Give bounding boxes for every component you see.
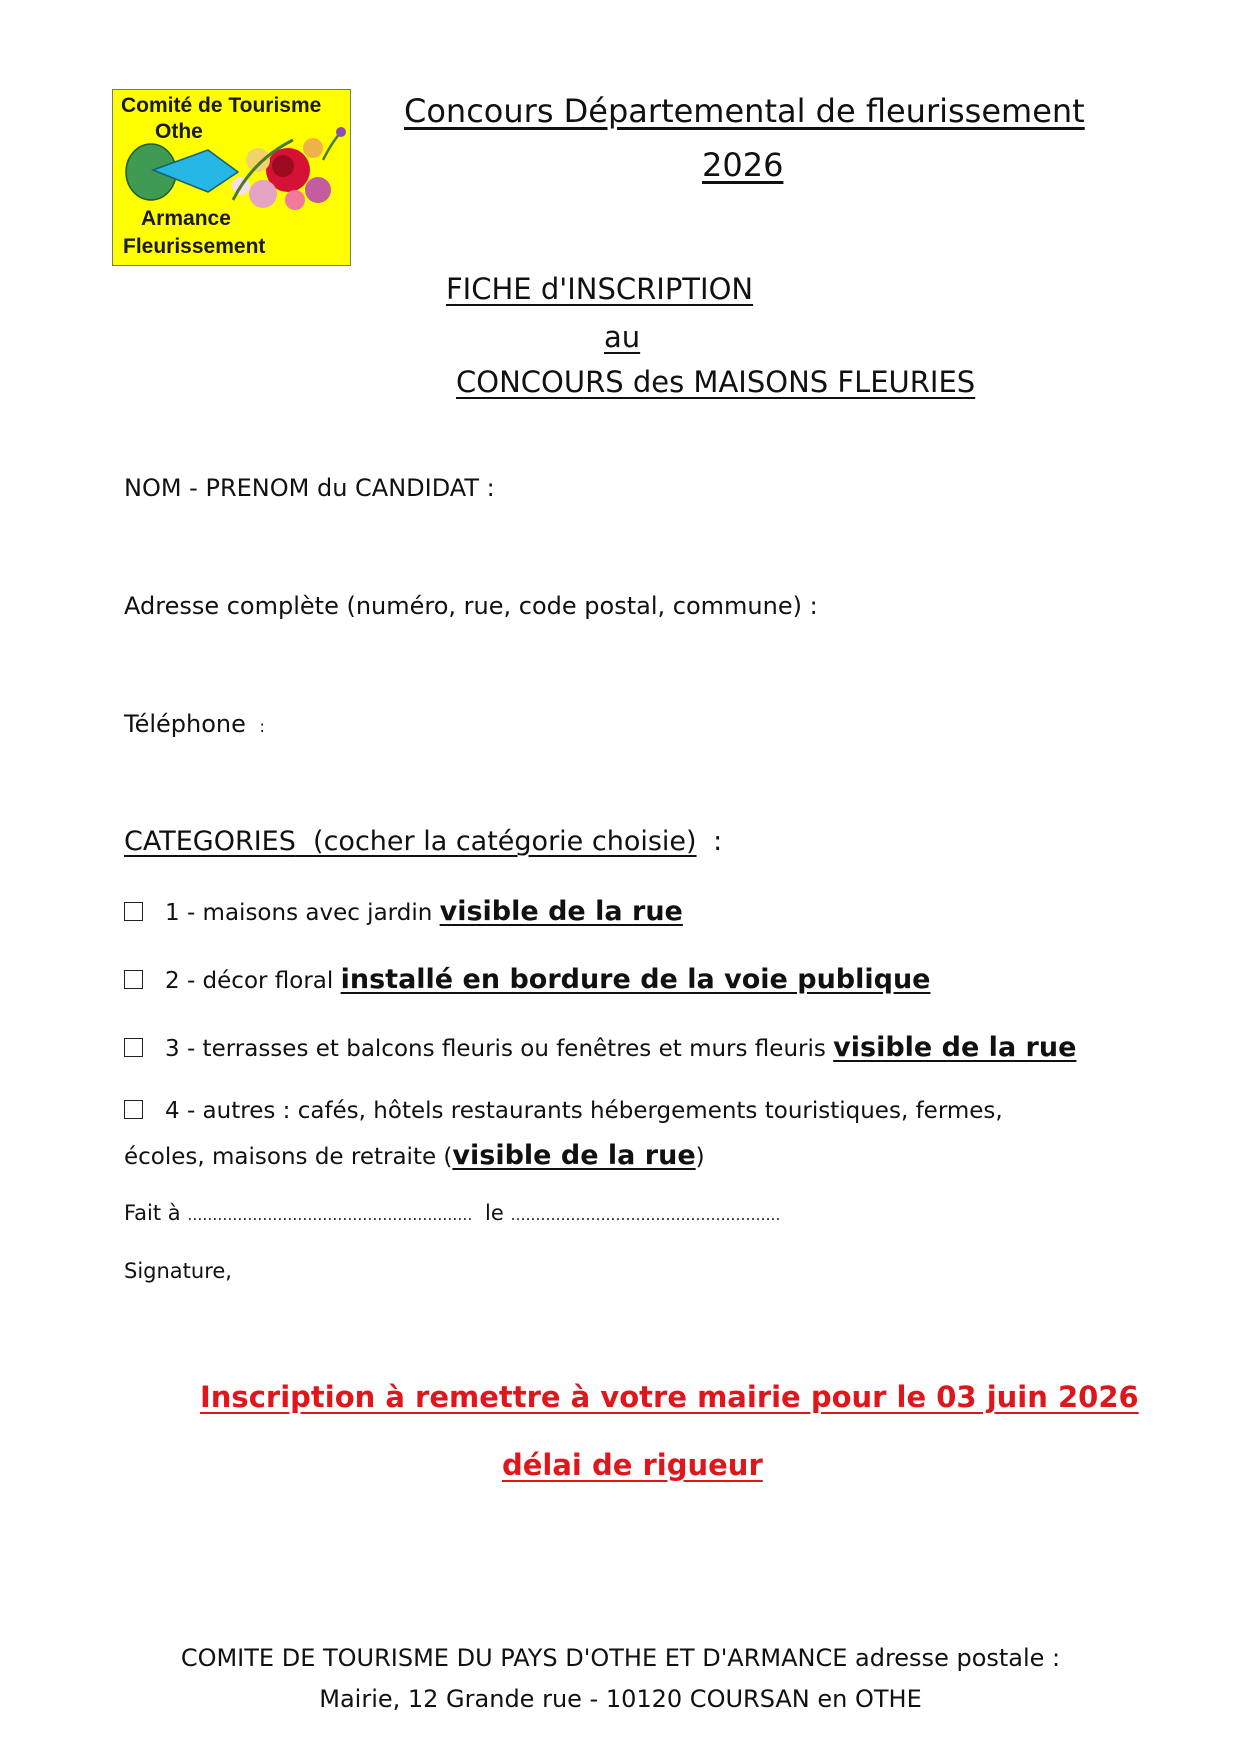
category-3-text: 3 - terrasses et balcons fleuris ou fenêtres et murs fleuris xyxy=(165,1036,826,1062)
place-label: Fait à xyxy=(124,1201,181,1225)
candidate-name-label: NOM - PRENOM du CANDIDAT : xyxy=(124,474,495,502)
categories-title: CATEGORIES xyxy=(124,826,296,857)
category-option-3[interactable] xyxy=(124,1032,1076,1063)
category-4-emphasis: visible de la rue xyxy=(452,1140,696,1171)
date-label: le xyxy=(485,1201,504,1225)
category-option-1[interactable] xyxy=(124,896,683,927)
place-field[interactable]: ………………………………………………… xyxy=(187,1206,473,1224)
logo xyxy=(112,89,351,266)
form-heading: FICHE d'INSCRIPTION xyxy=(446,272,754,306)
categories-heading xyxy=(124,826,722,857)
address-label: Adresse complète (numéro, rue, code postal, commune) : xyxy=(124,592,818,620)
category-1-emphasis: visible de la rue xyxy=(439,896,683,927)
page-title-year: 2026 xyxy=(702,146,784,184)
category-2-text: 2 - décor floral xyxy=(165,968,334,994)
footer-address: Mairie, 12 Grande rue - 10120 COURSAN en OTHE xyxy=(319,1685,922,1713)
checkbox-category-3[interactable] xyxy=(124,1038,143,1057)
category-4-text-line2: écoles, maisons de retraite ( xyxy=(124,1144,453,1170)
phone-label-colon: : xyxy=(259,717,265,736)
place-date-line xyxy=(124,1201,780,1225)
signature-label: Signature, xyxy=(124,1259,232,1283)
categories-instruction: (cocher la catégorie choisie) xyxy=(313,826,697,857)
category-2-emphasis: installé en bordure de la voie publique xyxy=(340,964,931,995)
category-option-4-continued xyxy=(124,1140,705,1171)
phone-label xyxy=(124,710,265,738)
date-field[interactable]: ……………………………………………… xyxy=(510,1206,781,1224)
form-heading-au: au xyxy=(604,320,641,354)
logo-line-4: Fleurissement xyxy=(123,235,266,258)
deadline-notice: Inscription à remettre à votre mairie pour le 03 juin 2026 xyxy=(200,1380,1139,1414)
form-heading-contest: CONCOURS des MAISONS FLEURIES xyxy=(456,365,976,399)
checkbox-category-1[interactable] xyxy=(124,902,143,921)
flower-bouquet-icon xyxy=(232,127,346,210)
category-4-close: ) xyxy=(695,1144,705,1170)
category-option-2[interactable] xyxy=(124,964,930,995)
checkbox-category-4[interactable] xyxy=(124,1100,143,1119)
phone-label-text: Téléphone xyxy=(124,710,246,738)
checkbox-category-2[interactable] xyxy=(124,970,143,989)
logo-line-2: Othe xyxy=(155,120,203,143)
category-4-text: 4 - autres : cafés, hôtels restaurants hébergements touristiques, fermes, xyxy=(165,1098,1003,1124)
logo-line-3: Armance xyxy=(141,207,231,230)
categories-colon: : xyxy=(713,826,723,857)
category-1-text: 1 - maisons avec jardin xyxy=(165,900,433,926)
category-option-4[interactable] xyxy=(124,1098,1003,1124)
logo-line-1: Comité de Tourisme xyxy=(121,94,322,117)
page-title: Concours Départemental de fleurissement xyxy=(404,92,1085,130)
deadline-strict-notice: délai de rigueur xyxy=(502,1448,763,1482)
footer-organization: COMITE DE TOURISME DU PAYS D'OTHE ET D'ARMANCE adresse postale : xyxy=(180,1644,1061,1672)
category-3-emphasis: visible de la rue xyxy=(833,1032,1077,1063)
